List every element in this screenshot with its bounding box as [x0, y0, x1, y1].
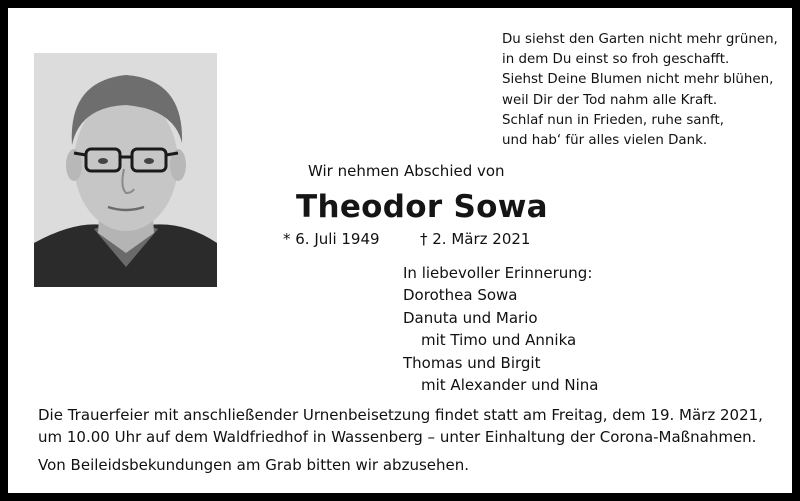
- family-member: mit Alexander und Nina: [421, 376, 599, 395]
- notice-line: Die Trauerfeier mit anschließender Urnenbeisetzung findet statt am Freitag, dem 19. März 2021,: [38, 406, 763, 424]
- portrait-photo: [34, 53, 217, 287]
- notice-line: um 10.00 Uhr auf dem Waldfriedhof in Wassenberg – unter Einhaltung der Corona-Maßnahmen.: [38, 428, 757, 446]
- life-dates: [283, 230, 531, 248]
- family-list: [403, 262, 598, 396]
- family-member: Danuta und Mario: [403, 308, 538, 327]
- poem-line: weil Dir der Tod nahm alle Kraft.: [502, 92, 718, 108]
- death-date: † 2. März 2021: [420, 230, 531, 248]
- family-member: mit Timo und Annika: [421, 331, 577, 350]
- poem-line: und hab‘ für alles vielen Dank.: [502, 133, 708, 149]
- notice-line: Von Beileidsbekundungen am Grab bitten wir abzusehen.: [38, 456, 470, 474]
- family-heading: In liebevoller Erinnerung:: [403, 264, 593, 282]
- poem-line: in dem Du einst so froh geschafft.: [502, 52, 730, 68]
- family-member: Thomas und Birgit: [403, 353, 541, 372]
- funeral-notice: [38, 404, 783, 476]
- portrait-image: [34, 53, 217, 287]
- poem-line: Schlaf nun in Frieden, ruhe sanft,: [502, 112, 724, 128]
- farewell-intro: Wir nehmen Abschied von: [308, 162, 505, 180]
- birth-date: * 6. Juli 1949: [283, 230, 380, 248]
- deceased-name: Theodor Sowa: [296, 189, 548, 225]
- poem-line: Du siehst den Garten nicht mehr grünen,: [502, 32, 778, 47]
- family-member: Dorothea Sowa: [403, 286, 518, 305]
- poem-line: Siehst Deine Blumen nicht mehr blühen,: [502, 72, 774, 88]
- poem: [502, 30, 778, 151]
